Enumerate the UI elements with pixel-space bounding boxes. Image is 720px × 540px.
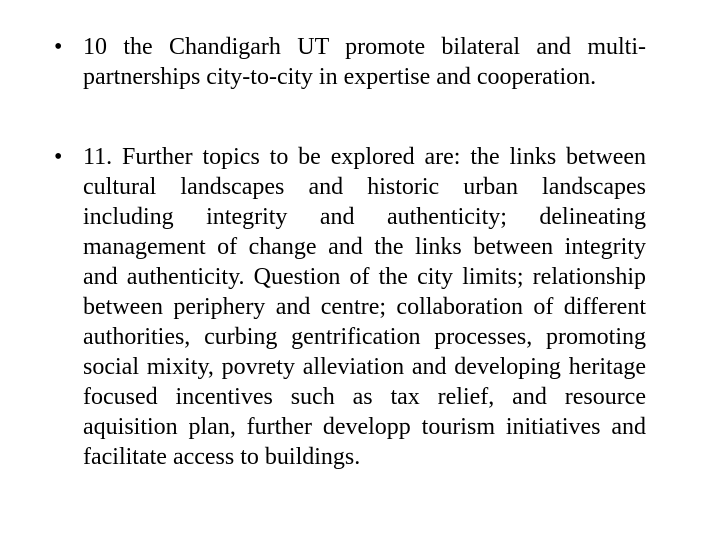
bullet-item-10 — [54, 32, 646, 92]
bullet-text: 10 the Chandigarh UT promote bilateral and multi-partnerships city-to-city in expertise and cooperation. — [83, 34, 646, 90]
bullet-list — [54, 32, 646, 472]
bullet-dot-icon: • — [54, 144, 63, 170]
bullet-item-11 — [54, 142, 646, 472]
bullet-dot-icon: • — [54, 34, 63, 60]
bullet-text: 11. Further topics to be explored are: the links between cultural landscapes and historic urban landscapes including integrity and authenticity; delineating management of change and the links between integrity and authenticity. Question of the city limits; relationship between periphery and centre; collaboration of different authorities, curbing gentrification processes, promoting social mixity, povrety alleviation and developing heritage focused incentives such as tax relief, and resource aquisition plan, further developp tourism initiatives and facilitate access to buildings. — [83, 144, 646, 470]
